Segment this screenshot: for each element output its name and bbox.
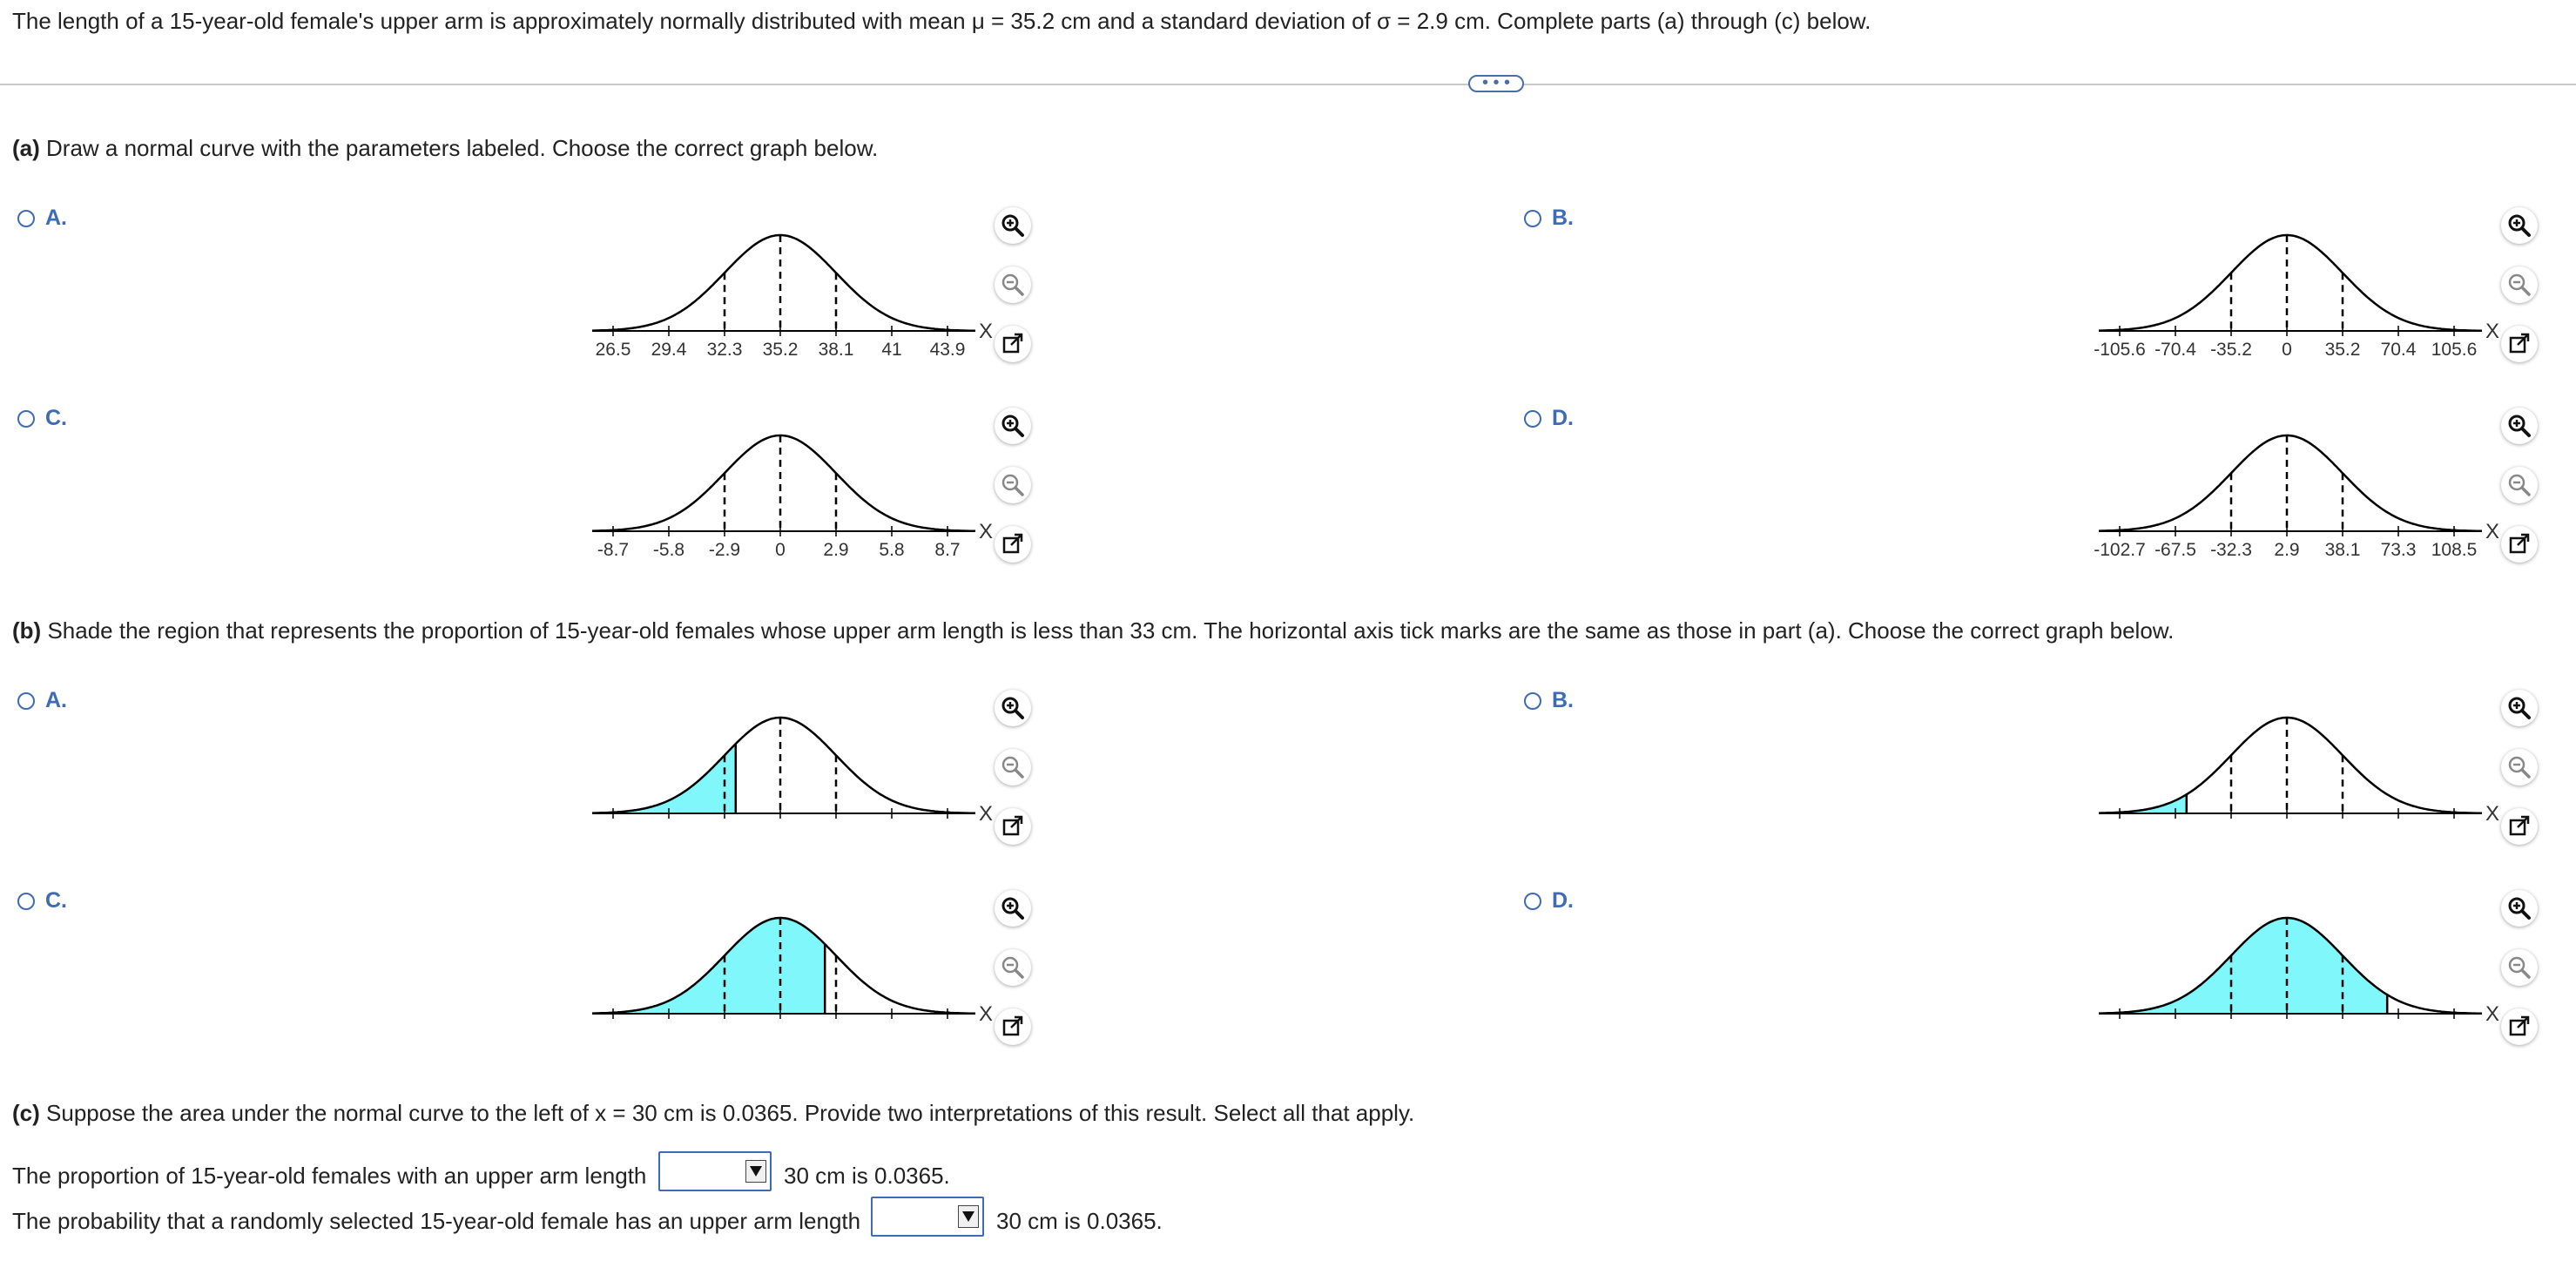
zoom-in-icon bbox=[2506, 695, 2532, 721]
tick-label: -35.2 bbox=[2210, 340, 2252, 360]
zoom-in-button[interactable] bbox=[995, 408, 1031, 444]
tick-label: 32.3 bbox=[706, 340, 743, 360]
tick-label: 26.5 bbox=[595, 340, 631, 360]
radio-button[interactable] bbox=[1524, 210, 1541, 227]
open-new-window-icon bbox=[1000, 1014, 1026, 1040]
tick-label: 73.3 bbox=[2380, 540, 2417, 560]
interpretation-line-1-prefix: The proportion of 15-year-old females with an upper arm length bbox=[12, 1163, 647, 1189]
graph-b-c bbox=[592, 914, 1062, 1035]
tick-label: 38.1 bbox=[818, 340, 854, 360]
tick-label: -2.9 bbox=[708, 540, 741, 560]
open-new-window-icon bbox=[1000, 331, 1026, 357]
zoom-out-button[interactable] bbox=[995, 749, 1031, 786]
graph-b-d bbox=[2099, 914, 2569, 1035]
interpretation-1-dropdown[interactable] bbox=[658, 1151, 772, 1191]
tick-label: 35.2 bbox=[762, 340, 799, 360]
interpretation-2-dropdown[interactable] bbox=[871, 1197, 984, 1237]
tick-label: 0 bbox=[2282, 340, 2292, 360]
zoom-in-button[interactable] bbox=[995, 207, 1031, 244]
normal-curve bbox=[2099, 718, 2482, 813]
tick-label: -8.7 bbox=[597, 540, 630, 560]
open-new-window-icon bbox=[1000, 531, 1026, 557]
zoom-out-icon bbox=[1000, 272, 1026, 298]
zoom-in-icon bbox=[2506, 413, 2532, 439]
open-new-window-icon bbox=[2506, 531, 2532, 557]
interpretation-line-1-suffix: 30 cm is 0.0365. bbox=[784, 1163, 950, 1189]
zoom-in-icon bbox=[1000, 212, 1026, 239]
part-b-instruction bbox=[12, 617, 2174, 644]
open-new-window-button[interactable] bbox=[2501, 808, 2538, 845]
tick-label: -105.6 bbox=[2094, 340, 2146, 360]
option-letter: C. bbox=[45, 888, 67, 913]
open-new-window-icon bbox=[2506, 331, 2532, 357]
show-more-button[interactable]: • • • bbox=[1468, 75, 1524, 92]
open-new-window-button[interactable] bbox=[995, 808, 1031, 845]
part-b-option-d[interactable] bbox=[1524, 888, 1574, 914]
part-a-tag: (a) bbox=[12, 135, 40, 161]
axis-label: X bbox=[2485, 1002, 2500, 1026]
axis-label: X bbox=[2485, 802, 2500, 826]
tick-label: -67.5 bbox=[2155, 540, 2196, 560]
tick-label: 35.2 bbox=[2324, 340, 2361, 360]
zoom-out-icon bbox=[1000, 754, 1026, 780]
graph-a-a bbox=[592, 231, 1062, 360]
part-b-option-a[interactable] bbox=[17, 688, 67, 713]
dropdown-arrow-icon bbox=[745, 1160, 766, 1183]
option-letter: B. bbox=[1552, 206, 1574, 230]
zoom-in-icon bbox=[1000, 413, 1026, 439]
open-new-window-button[interactable] bbox=[995, 1008, 1031, 1045]
part-c-text: Suppose the area under the normal curve to the left of x = 30 cm is 0.0365. Provide two interpretations of this result. Select all that apply. bbox=[46, 1100, 1415, 1126]
interpretation-line-2-prefix: The probability that a randomly selected 15-year-old female has an upper arm length bbox=[12, 1208, 861, 1234]
radio-button[interactable] bbox=[1524, 692, 1541, 710]
zoom-out-icon bbox=[2506, 754, 2532, 780]
tick-label: -5.8 bbox=[652, 540, 685, 560]
open-new-window-button[interactable] bbox=[2501, 526, 2538, 563]
zoom-in-icon bbox=[2506, 212, 2532, 239]
part-a-instruction bbox=[12, 134, 878, 162]
option-letter: D. bbox=[1552, 888, 1574, 913]
radio-button[interactable] bbox=[1524, 410, 1541, 428]
graph-b-a bbox=[592, 713, 1062, 835]
tick-label: -102.7 bbox=[2094, 540, 2146, 560]
zoom-out-icon bbox=[2506, 472, 2532, 498]
zoom-in-icon bbox=[1000, 695, 1026, 721]
graph-a-c bbox=[592, 431, 1062, 560]
interpretation-line-2-suffix: 30 cm is 0.0365. bbox=[996, 1208, 1163, 1234]
part-a-option-a[interactable] bbox=[17, 206, 67, 231]
part-b-text: Shade the region that represents the proportion of 15-year-old females whose upper arm length is less than 33 cm. The horizontal axis tick marks are the same as those in part (a). Choose the correct graph below. bbox=[47, 617, 2175, 644]
tick-label: -32.3 bbox=[2210, 540, 2252, 560]
open-new-window-icon bbox=[2506, 813, 2532, 840]
normal-curve bbox=[2099, 235, 2482, 331]
radio-button[interactable] bbox=[1524, 893, 1541, 910]
zoom-in-button[interactable] bbox=[995, 890, 1031, 927]
normal-curve bbox=[592, 718, 975, 813]
tick-label: 38.1 bbox=[2324, 540, 2361, 560]
zoom-out-icon bbox=[1000, 954, 1026, 981]
graph-b-b bbox=[2099, 713, 2569, 835]
radio-button[interactable] bbox=[17, 893, 35, 910]
part-b-tag: (b) bbox=[12, 617, 42, 644]
zoom-out-button[interactable] bbox=[995, 949, 1031, 986]
tick-label: 41 bbox=[881, 340, 902, 360]
zoom-out-button[interactable] bbox=[2501, 266, 2538, 303]
normal-curve bbox=[592, 435, 975, 531]
tick-label: 8.7 bbox=[934, 540, 961, 560]
shaded-region bbox=[2099, 918, 2387, 1014]
open-new-window-button[interactable] bbox=[995, 526, 1031, 563]
zoom-in-button[interactable] bbox=[995, 690, 1031, 726]
zoom-in-icon bbox=[2506, 895, 2532, 921]
tick-label: 5.8 bbox=[879, 540, 905, 560]
option-letter: D. bbox=[1552, 406, 1574, 430]
zoom-in-button[interactable] bbox=[2501, 207, 2538, 244]
divider bbox=[0, 84, 2576, 85]
tick-label: 0 bbox=[775, 540, 786, 560]
tick-label: 105.6 bbox=[2431, 340, 2478, 360]
part-c-instruction bbox=[12, 1099, 1414, 1127]
open-new-window-icon bbox=[1000, 813, 1026, 840]
option-letter: C. bbox=[45, 406, 67, 430]
zoom-out-icon bbox=[2506, 272, 2532, 298]
question-stem: The length of a 15-year-old female's upper arm is approximately normally distributed with mean μ = 35.2 cm and a standard deviation of σ = 2.9 cm. Complete parts (a) through (c) below. bbox=[12, 8, 1871, 34]
part-b-option-c[interactable] bbox=[17, 888, 67, 914]
tick-label: 29.4 bbox=[651, 340, 687, 360]
zoom-in-icon bbox=[1000, 895, 1026, 921]
option-letter: A. bbox=[45, 206, 67, 230]
normal-curve bbox=[592, 235, 975, 331]
open-new-window-icon bbox=[2506, 1014, 2532, 1040]
open-new-window-button[interactable] bbox=[2501, 1008, 2538, 1045]
axis-label: X bbox=[2485, 520, 2500, 543]
dropdown-arrow-icon bbox=[958, 1205, 979, 1228]
axis-label: X bbox=[979, 520, 994, 543]
zoom-out-button[interactable] bbox=[2501, 467, 2538, 503]
option-letter: A. bbox=[45, 688, 67, 712]
option-letter: B. bbox=[1552, 688, 1574, 712]
open-new-window-button[interactable] bbox=[2501, 326, 2538, 362]
axis-label: X bbox=[979, 320, 994, 343]
zoom-in-button[interactable] bbox=[2501, 690, 2538, 726]
graph-a-b bbox=[2094, 231, 2569, 360]
tick-label: 108.5 bbox=[2431, 540, 2478, 560]
zoom-out-button[interactable] bbox=[2501, 949, 2538, 986]
zoom-out-icon bbox=[1000, 472, 1026, 498]
normal-curve bbox=[2099, 435, 2482, 531]
zoom-out-icon bbox=[2506, 954, 2532, 981]
radio-button[interactable] bbox=[17, 410, 35, 428]
axis-label: X bbox=[2485, 320, 2500, 343]
part-c-tag: (c) bbox=[12, 1100, 40, 1126]
tick-label: 2.9 bbox=[2274, 540, 2300, 560]
tick-label: -70.4 bbox=[2155, 340, 2196, 360]
part-a-option-b[interactable] bbox=[1524, 206, 1574, 231]
part-a-option-c[interactable] bbox=[17, 406, 67, 431]
zoom-out-button[interactable] bbox=[995, 467, 1031, 503]
radio-button[interactable] bbox=[17, 692, 35, 710]
axis-label: X bbox=[979, 802, 994, 826]
zoom-in-button[interactable] bbox=[2501, 408, 2538, 444]
open-new-window-button[interactable] bbox=[995, 326, 1031, 362]
shaded-region bbox=[592, 918, 825, 1014]
part-a-option-d[interactable] bbox=[1524, 406, 1574, 431]
zoom-in-button[interactable] bbox=[2501, 890, 2538, 927]
part-b-option-b[interactable] bbox=[1524, 688, 1574, 713]
zoom-out-button[interactable] bbox=[2501, 749, 2538, 786]
axis-label: X bbox=[979, 1002, 994, 1026]
tick-label: 2.9 bbox=[823, 540, 849, 560]
part-a-text: Draw a normal curve with the parameters labeled. Choose the correct graph below. bbox=[46, 135, 879, 161]
tick-label: 43.9 bbox=[929, 340, 966, 360]
graph-a-d bbox=[2094, 431, 2569, 560]
zoom-out-button[interactable] bbox=[995, 266, 1031, 303]
radio-button[interactable] bbox=[17, 210, 35, 227]
tick-label: 70.4 bbox=[2380, 340, 2417, 360]
